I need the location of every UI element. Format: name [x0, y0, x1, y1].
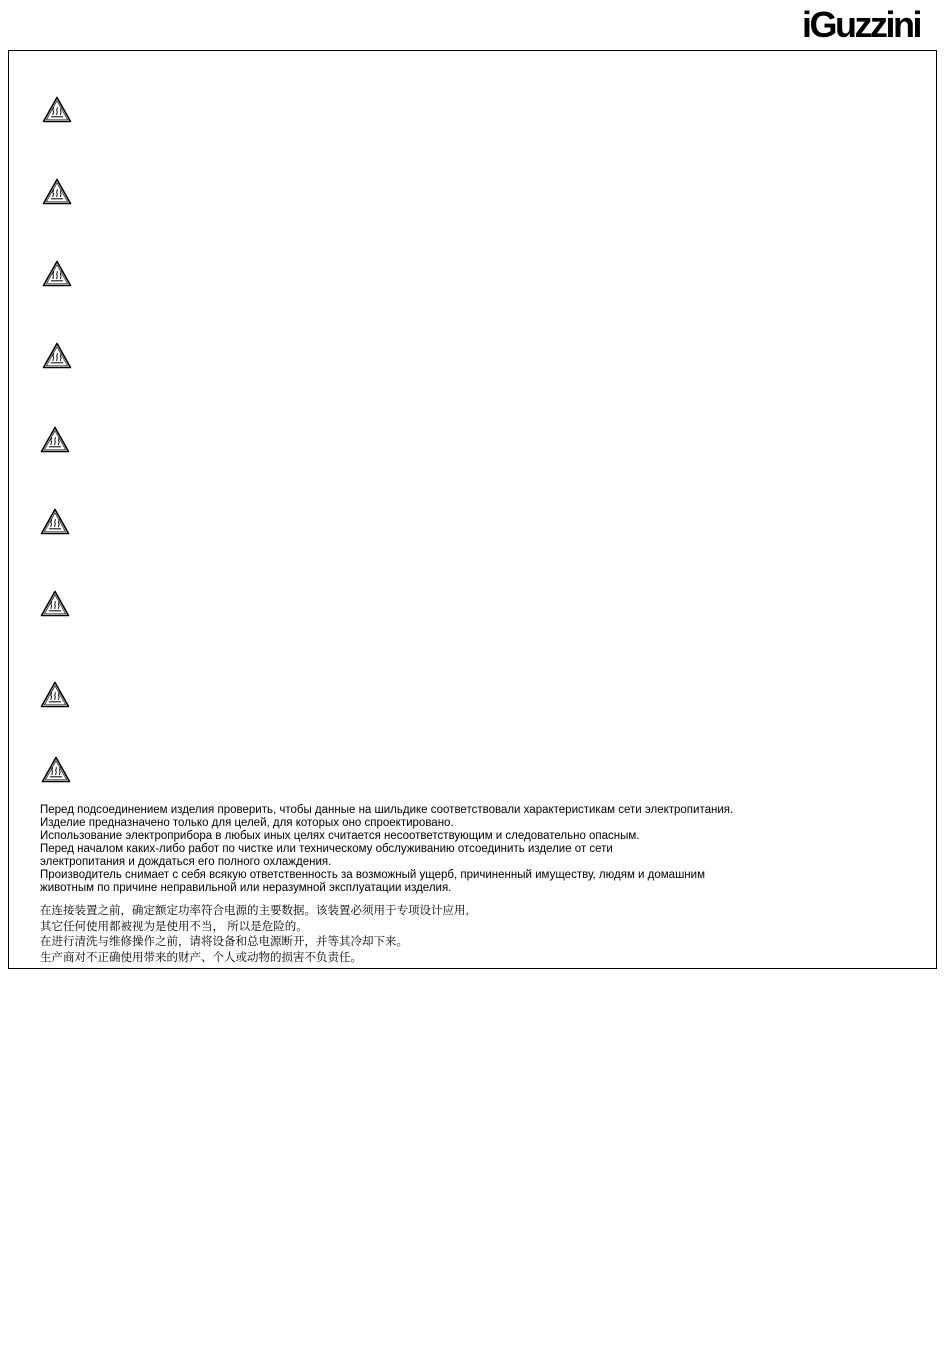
text-line: Перед подсоединением изделия проверить, чтобы данные на шильдике соответствовали характеристикам сети электропитания.	[40, 804, 734, 816]
hot-surface-warning-icon	[40, 681, 70, 708]
hot-surface-warning-icon	[41, 756, 71, 783]
hot-surface-warning-icon	[42, 260, 72, 287]
chinese-safety-text	[40, 904, 469, 966]
text-line: 在进行清洗与维修操作之前，请将设备和总电源断开，并等其冷却下来。	[40, 936, 408, 948]
hot-surface-warning-icon	[40, 426, 70, 453]
hot-surface-warning-icon	[42, 342, 72, 369]
hot-surface-warning-icon	[42, 96, 72, 123]
hot-surface-warning-icon	[42, 178, 72, 205]
text-line: Производитель снимает с себя всякую ответственность за возможный ущерб, причиненный имуществу, людям и домашним	[40, 869, 705, 881]
brand-logo: iGuzzini	[802, 4, 920, 45]
hot-surface-warning-icon	[40, 508, 70, 535]
hot-surface-warning-icon	[40, 590, 70, 617]
text-line: животным по причине неправильной или неразумной эксплуатации изделия.	[40, 882, 452, 894]
text-line: 在连接装置之前，确定额定功率符合电源的主要数据。该装置必须用于专项设计应用,	[40, 905, 469, 917]
text-line: электропитания и дождаться его полного охлаждения.	[40, 856, 332, 868]
russian-safety-text	[40, 804, 733, 895]
text-line: Изделие предназначено только для целей, для которых оно спроектировано.	[40, 817, 454, 829]
text-line: Использование электроприбора в любых иных целях считается несоответствующим и следовательно опасным.	[40, 830, 640, 842]
text-line: 生产商对不正确使用带来的财产、个人或动物的损害不负责任。	[40, 951, 362, 964]
text-line: 其它任何使用都被视为是使用不当， 所以是危险的。	[40, 920, 308, 933]
text-line: Перед началом каких-либо работ по чистке или техническому обслуживанию отсоединить изделие от сети	[40, 843, 613, 855]
